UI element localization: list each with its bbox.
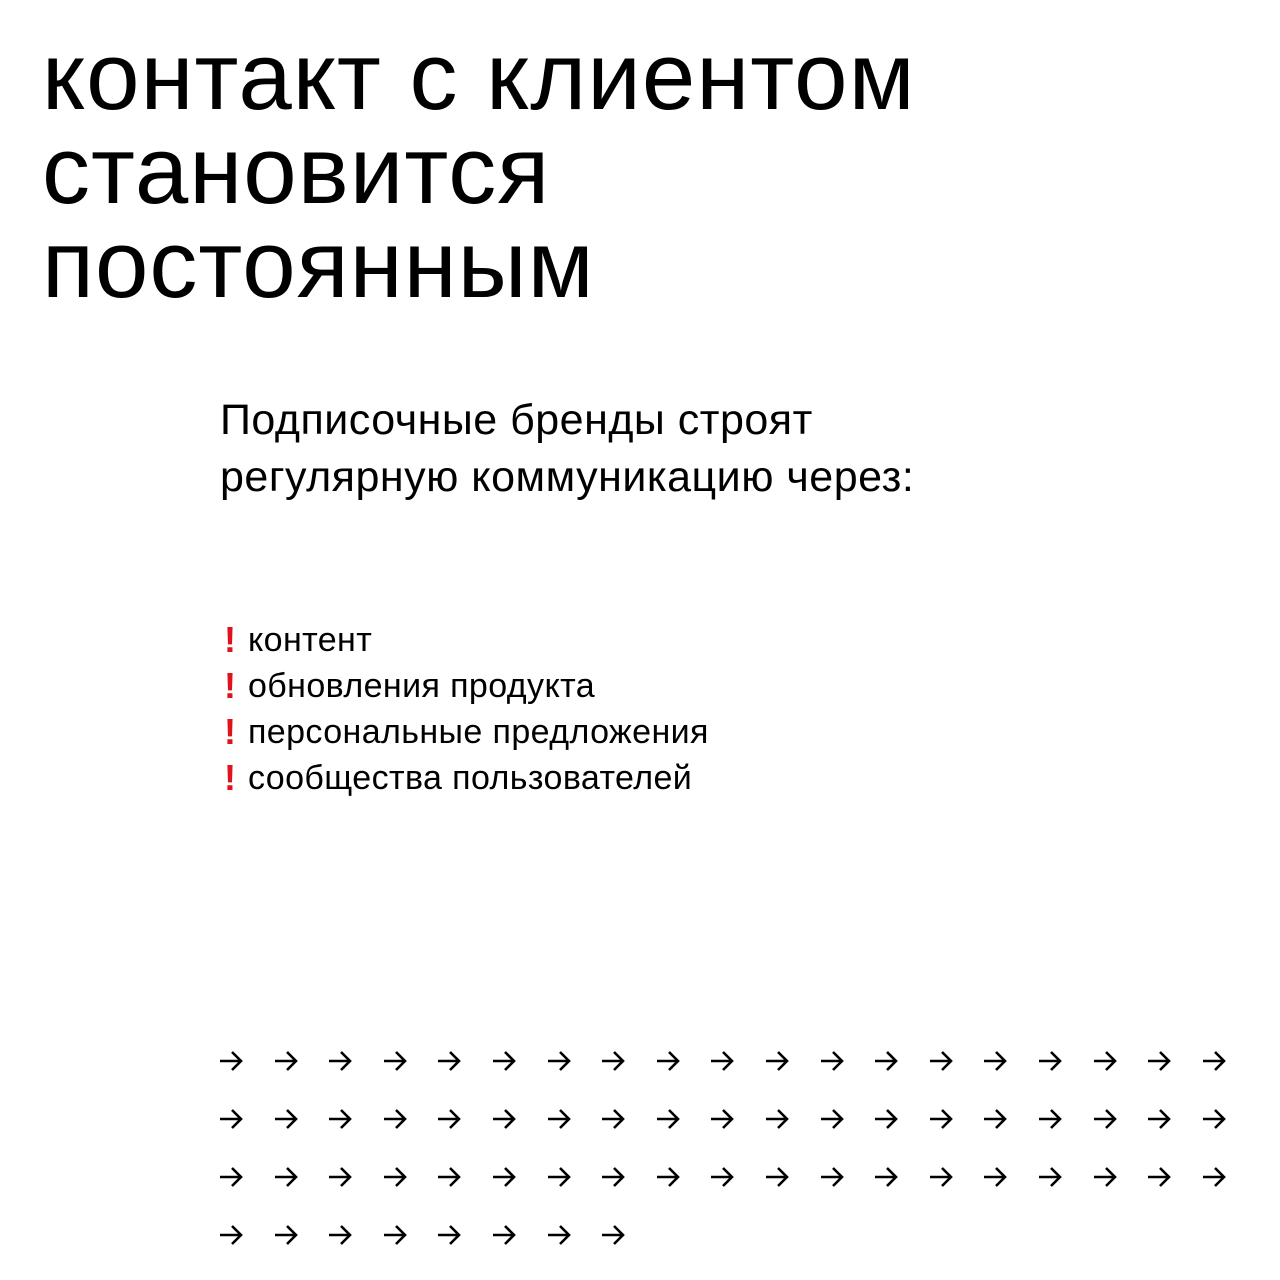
bullet-list [224, 617, 709, 801]
headline-line-2: становится [42, 117, 551, 224]
right-arrow-icon [489, 1104, 544, 1134]
list-item-label: контент [248, 621, 373, 659]
right-arrow-icon [325, 1104, 380, 1134]
exclamation-icon: ! [224, 619, 237, 660]
list-item [224, 663, 709, 709]
right-arrow-icon [380, 1162, 435, 1192]
right-arrow-icon [1199, 1046, 1254, 1076]
right-arrow-icon [598, 1046, 653, 1076]
arrow-pattern [216, 1032, 1246, 1264]
right-arrow-icon [653, 1046, 708, 1076]
list-item-label: обновления продукта [248, 667, 596, 705]
list-item-label: персональные предложения [248, 713, 709, 751]
intro-text [220, 392, 1220, 506]
exclamation-icon: ! [224, 665, 237, 706]
list-item-label: сообщества пользователей [248, 759, 693, 797]
right-arrow-icon [216, 1046, 271, 1076]
intro-line-1: Подписочные бренды строят [220, 396, 813, 444]
right-arrow-icon [598, 1162, 653, 1192]
right-arrow-icon [1144, 1046, 1199, 1076]
right-arrow-icon [216, 1104, 271, 1134]
right-arrow-icon [325, 1220, 380, 1250]
arrow-row [216, 1090, 1246, 1148]
right-arrow-icon [817, 1162, 872, 1192]
right-arrow-icon [1035, 1046, 1090, 1076]
right-arrow-icon [489, 1162, 544, 1192]
right-arrow-icon [216, 1162, 271, 1192]
intro-line-2: регулярную коммуникацию через: [220, 453, 915, 501]
right-arrow-icon [926, 1046, 981, 1076]
right-arrow-icon [434, 1104, 489, 1134]
right-arrow-icon [434, 1162, 489, 1192]
right-arrow-icon [707, 1104, 762, 1134]
right-arrow-icon [653, 1162, 708, 1192]
right-arrow-icon [1090, 1046, 1145, 1076]
right-arrow-icon [871, 1104, 926, 1134]
right-arrow-icon [544, 1046, 599, 1076]
right-arrow-icon [544, 1220, 599, 1250]
right-arrow-icon [1199, 1162, 1254, 1192]
right-arrow-icon [653, 1104, 708, 1134]
right-arrow-icon [544, 1162, 599, 1192]
right-arrow-icon [434, 1220, 489, 1250]
right-arrow-icon [1199, 1104, 1254, 1134]
arrow-row [216, 1148, 1246, 1206]
right-arrow-icon [762, 1104, 817, 1134]
right-arrow-icon [762, 1046, 817, 1076]
exclamation-icon: ! [224, 757, 237, 798]
arrow-row [216, 1032, 1246, 1090]
headline-line-3: постоянным [42, 211, 595, 318]
right-arrow-icon [871, 1162, 926, 1192]
right-arrow-icon [817, 1104, 872, 1134]
right-arrow-icon [926, 1104, 981, 1134]
right-arrow-icon [1090, 1104, 1145, 1134]
right-arrow-icon [707, 1162, 762, 1192]
right-arrow-icon [598, 1104, 653, 1134]
right-arrow-icon [380, 1220, 435, 1250]
right-arrow-icon [762, 1162, 817, 1192]
right-arrow-icon [271, 1162, 326, 1192]
headline-line-1: контакт с клиентом [42, 23, 916, 130]
right-arrow-icon [1035, 1162, 1090, 1192]
right-arrow-icon [871, 1046, 926, 1076]
list-item [224, 709, 709, 755]
right-arrow-icon [325, 1046, 380, 1076]
list-item [224, 755, 709, 801]
right-arrow-icon [325, 1162, 380, 1192]
right-arrow-icon [434, 1046, 489, 1076]
right-arrow-icon [380, 1104, 435, 1134]
right-arrow-icon [216, 1220, 271, 1250]
right-arrow-icon [271, 1104, 326, 1134]
exclamation-icon: ! [224, 711, 237, 752]
right-arrow-icon [489, 1220, 544, 1250]
right-arrow-icon [271, 1220, 326, 1250]
headline [42, 23, 1242, 318]
right-arrow-icon [544, 1104, 599, 1134]
arrow-row [216, 1206, 1246, 1264]
right-arrow-icon [598, 1220, 653, 1250]
right-arrow-icon [926, 1162, 981, 1192]
right-arrow-icon [707, 1046, 762, 1076]
right-arrow-icon [1090, 1162, 1145, 1192]
right-arrow-icon [980, 1162, 1035, 1192]
right-arrow-icon [980, 1046, 1035, 1076]
list-item [224, 617, 709, 663]
right-arrow-icon [1144, 1104, 1199, 1134]
right-arrow-icon [380, 1046, 435, 1076]
right-arrow-icon [817, 1046, 872, 1076]
right-arrow-icon [489, 1046, 544, 1076]
right-arrow-icon [980, 1104, 1035, 1134]
right-arrow-icon [271, 1046, 326, 1076]
right-arrow-icon [1144, 1162, 1199, 1192]
right-arrow-icon [1035, 1104, 1090, 1134]
